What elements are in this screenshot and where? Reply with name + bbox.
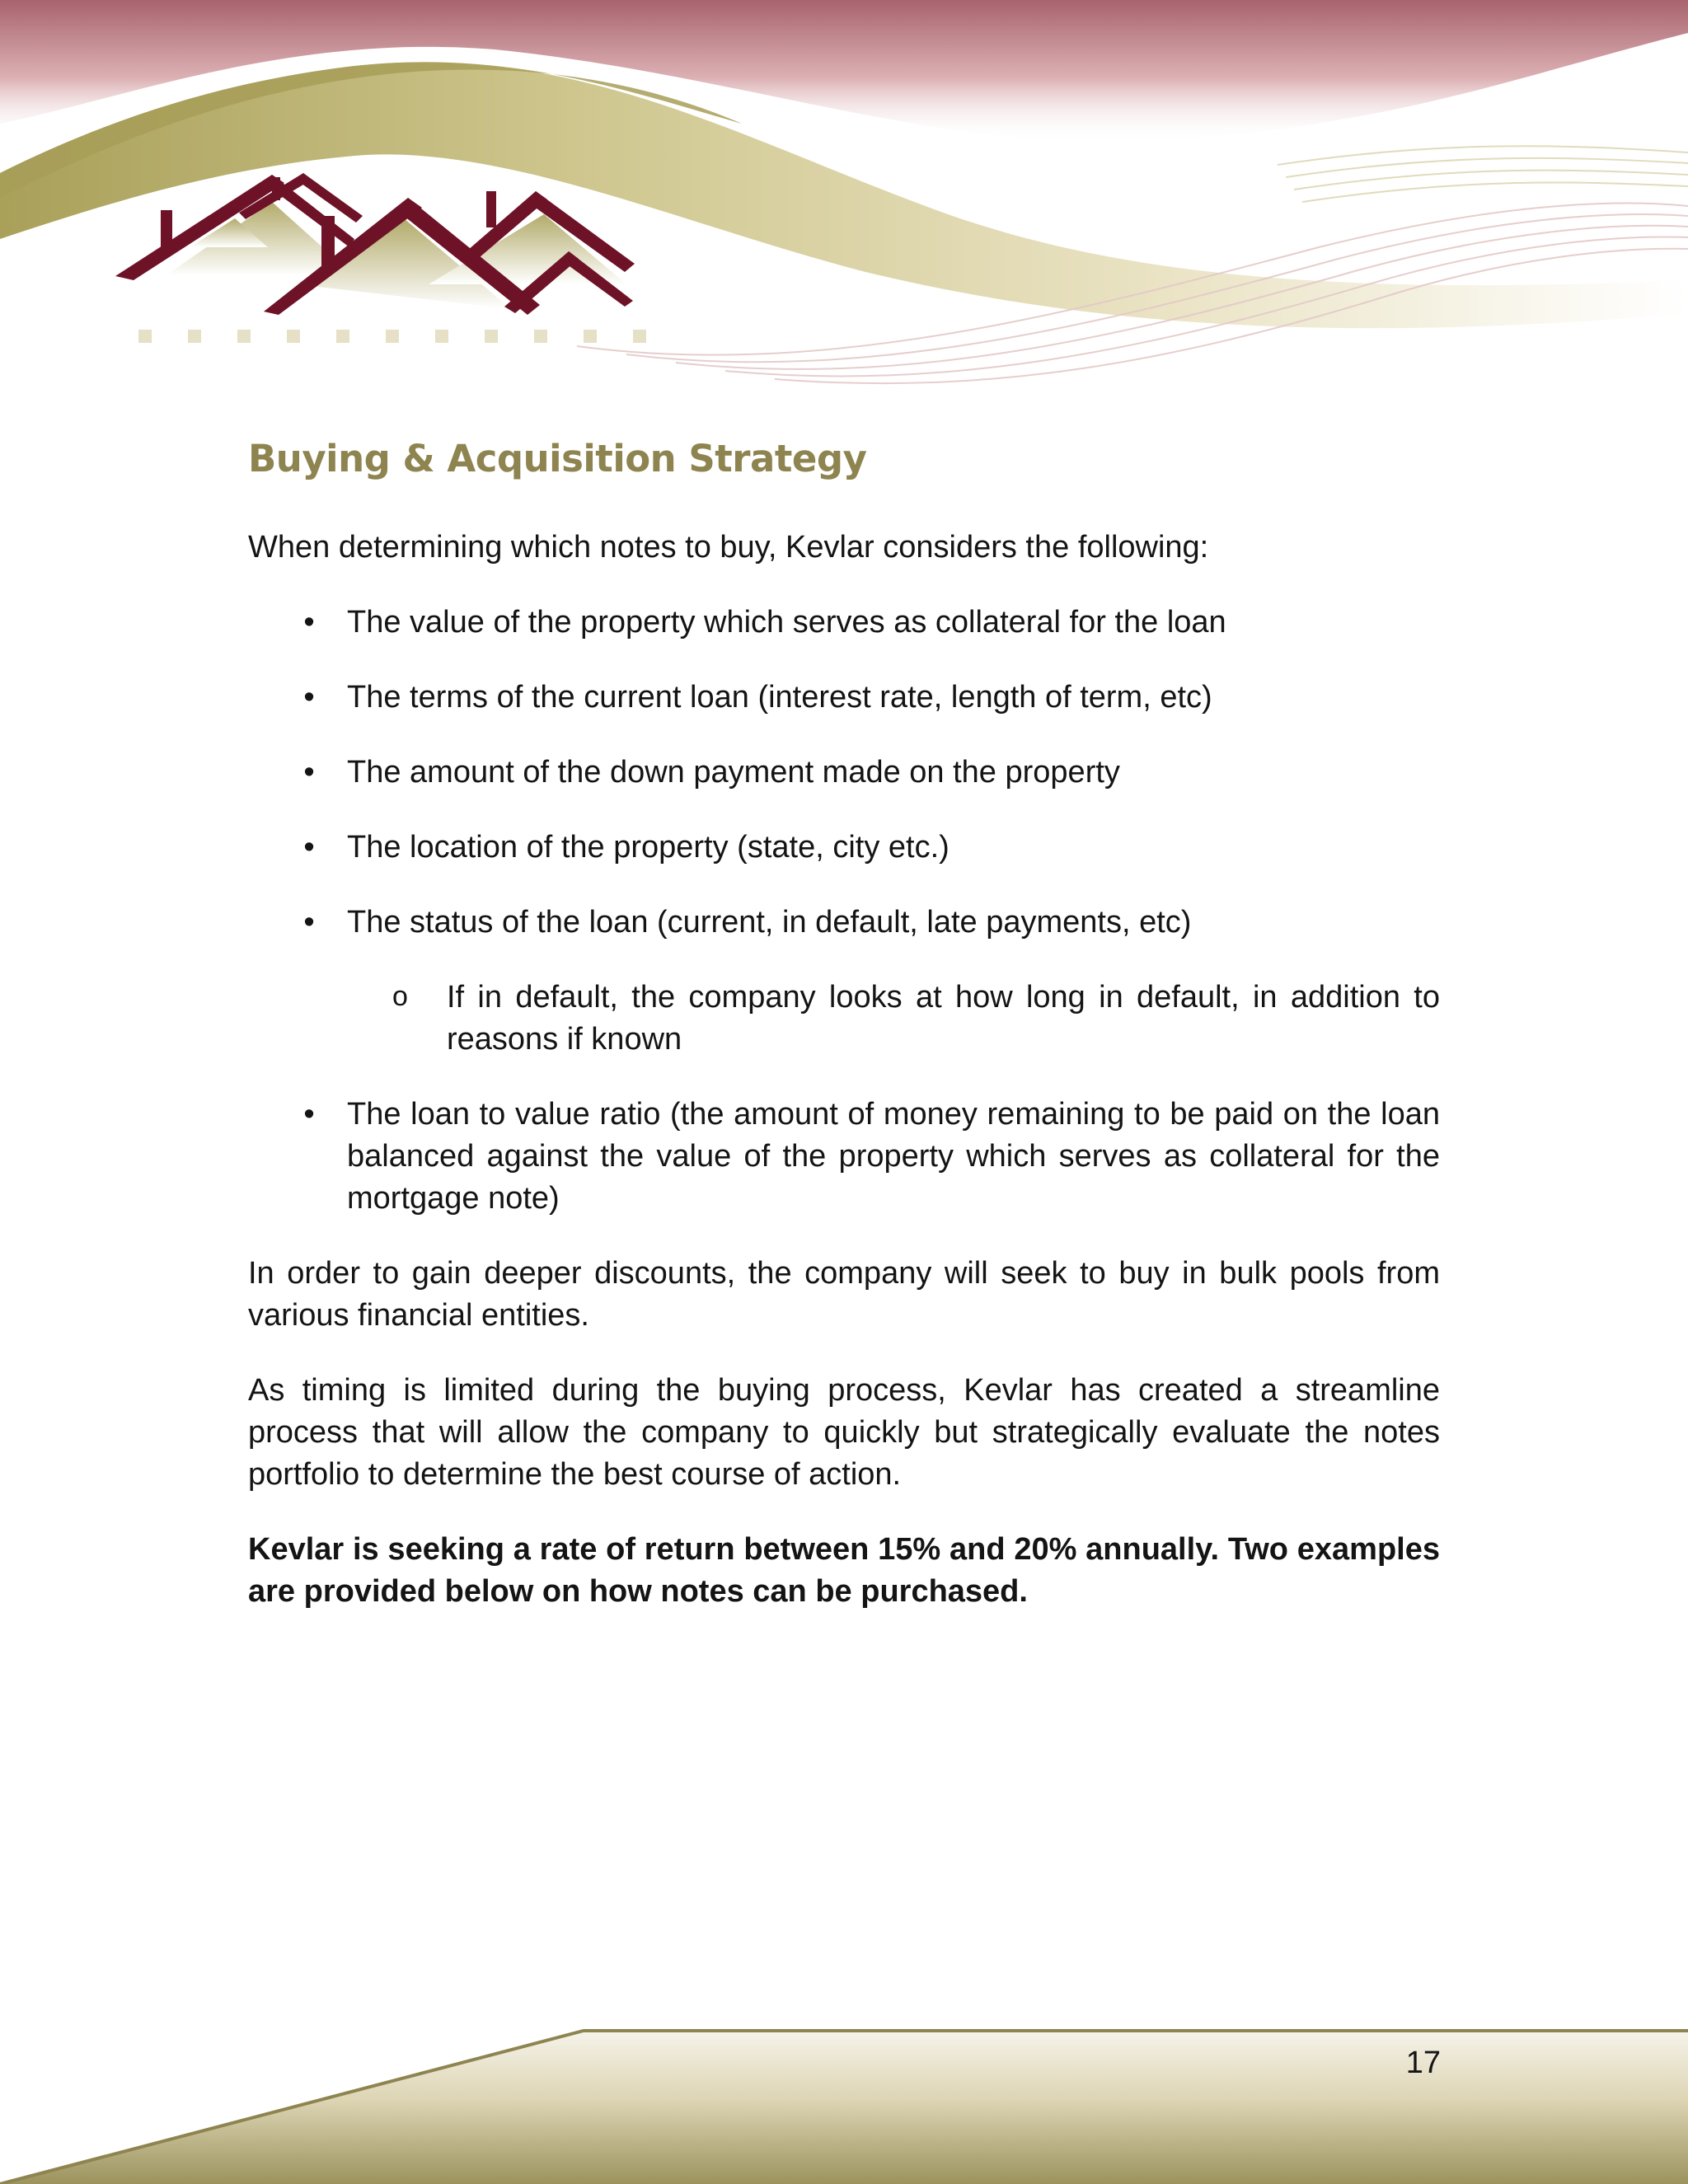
page-number: 17 [1405,2046,1441,2080]
page-content [248,437,1440,1646]
list-item: • The status of the loan (current, in default, late payments, etc) o If in default, the company looks at how long in default, in addition to reasons if known [248,902,1440,1061]
list-item: • The location of the property (state, city etc.) [248,827,1440,869]
body-paragraph: As timing is limited during the buying process, Kevlar has created a streamline process that will allow the company to quickly but strategically evaluate the notes portfolio to determine the best course of action. [248,1373,1440,1492]
criteria-list [248,602,1440,1220]
bullet-icon: • [303,680,315,715]
bold-statement: Kevlar is seeking a rate of return between 15% and 20% annually. Two examples are provided below on how notes can be purchased. [248,1532,1440,1609]
section-heading: Buying & Acquisition Strategy [248,437,867,480]
header-decoration [0,0,1688,396]
list-item: • The loan to value ratio (the amount of money remaining to be paid on the loan balanced against the value of the property which serves as collateral for the mortgage note) [248,1094,1440,1220]
bullet-icon: • [303,830,315,865]
list-item: • The amount of the down payment made on the property [248,752,1440,794]
bullet-icon: • [303,755,315,790]
bullet-icon: • [303,605,315,640]
sub-list [347,977,1440,1061]
body-paragraph: In order to gain deeper discounts, the company will seek to buy in bulk pools from various financial entities. [248,1256,1440,1333]
circle-bullet-icon: o [392,981,408,1012]
list-item: • The terms of the current loan (interest rate, length of term, etc) [248,677,1440,719]
sub-list-item: o If in default, the company looks at how long in default, in addition to reasons if known [347,977,1440,1061]
list-item: • The value of the property which serves as collateral for the loan [248,602,1440,644]
intro-paragraph: When determining which notes to buy, Kevlar considers the following: [248,530,1209,565]
footer-decoration [0,2011,1688,2184]
bullet-icon: • [303,1097,315,1132]
bullet-icon: • [303,905,315,940]
